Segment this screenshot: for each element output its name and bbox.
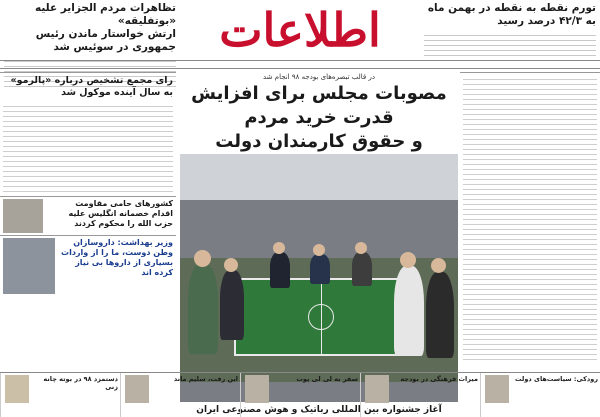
main-photo[interactable]: [180, 154, 458, 402]
story-text: [58, 238, 173, 294]
photo-caption[interactable]: آغاز جشنواره بین المللی رباتیک و هوش مصنوعی ایران: [196, 405, 442, 415]
teaser-item[interactable]: [120, 373, 240, 417]
person-head: [355, 242, 367, 254]
story-health-minister[interactable]: [0, 235, 176, 296]
person-head: [194, 250, 211, 267]
bottom-teasers: [0, 372, 600, 417]
person-head: [400, 252, 416, 268]
teaser-title: دستمزد ۹۸ در بوته چانه زنی: [43, 375, 118, 391]
teaser-thumbnail: [125, 375, 149, 403]
dateline-bar: [0, 60, 600, 69]
person-figure: [270, 252, 290, 288]
left-column: [0, 72, 176, 417]
photo-ceiling: [180, 154, 458, 200]
story-headline: بسیاری از داروها بی نیاز: [75, 258, 173, 267]
teaser-item[interactable]: [240, 373, 360, 417]
center-column: [180, 72, 458, 417]
person-figure: [426, 272, 454, 358]
main-headline-line1[interactable]: مصوبات مجلس برای افزایش قدرت خرید مردم: [191, 83, 447, 128]
person-head: [313, 244, 325, 256]
person-head: [224, 258, 238, 272]
person-figure: [220, 270, 244, 340]
story-body: [3, 102, 173, 194]
story-headline: وطن دوست، ما را از واردات: [61, 248, 173, 257]
story-headline: رای مجمع تشخیص درباره «پالرمو»: [10, 75, 173, 86]
main-headline-line2[interactable]: و حقوق کارمندان دولت: [215, 131, 423, 152]
top-right-headline: تورم نقطه به نقطه در بهمن ماه: [427, 2, 596, 14]
right-column-body: [463, 75, 597, 363]
story-text: [46, 199, 173, 233]
person-head: [273, 242, 285, 254]
top-right-subheadline: به ۴۲/۳ درصد رسید: [497, 15, 596, 27]
teaser-title: رودکی: سیاست‌های دولت: [515, 375, 598, 383]
robot-soccer-field: [234, 278, 408, 356]
masthead: [178, 2, 422, 60]
teaser-title: این رفت، سلیم ماند: [173, 375, 238, 383]
story-hezbollah[interactable]: [0, 196, 176, 235]
person-figure: [352, 252, 372, 286]
teaser-title: میراث فرهنگی در بودجه: [400, 375, 478, 383]
story-headline: اقدام خصمانه انگلیس علیه: [68, 209, 173, 218]
right-column-stories[interactable]: [460, 72, 600, 368]
top-left-headline: تظاهرات مردم الجزایر علیه «بوتفلیقه»: [35, 2, 176, 27]
teaser-thumbnail: [485, 375, 509, 403]
newspaper-logo: اطلاعات: [219, 3, 381, 57]
story-headline: به سال آینده موکول شد: [61, 87, 173, 98]
story-palermo[interactable]: [0, 72, 176, 196]
pitch-center-circle: [308, 304, 334, 330]
person-figure: [394, 266, 424, 356]
teaser-item[interactable]: [360, 373, 480, 417]
story-thumbnail: [3, 199, 43, 233]
teaser-thumbnail: [245, 375, 269, 403]
teaser-item[interactable]: [0, 373, 120, 417]
story-headline: کشورهای حامی مقاومت: [75, 199, 173, 208]
top-right-body-text: [424, 31, 596, 61]
main-story-kicker: در قالب تبصره‌های بودجه ۹۸ انجام شد: [262, 73, 375, 81]
story-headline: حزب الله را محکوم کردند: [74, 219, 173, 228]
story-headline: کرده اند: [141, 268, 173, 277]
minister-photo: [3, 238, 55, 294]
person-head: [431, 258, 446, 273]
right-column: [460, 72, 600, 417]
person-figure: [188, 264, 218, 354]
teaser-thumbnail: [365, 375, 389, 403]
teaser-thumbnail: [5, 375, 29, 403]
teaser-title: سفر به لی لی پوت: [296, 375, 358, 383]
top-left-subheadline: ارتش خواستار ماندن رئیس جمهوری در سوئیس شد: [35, 28, 176, 53]
top-right-story[interactable]: [424, 2, 596, 61]
story-headline: وزیر بهداشت: داروسازان: [73, 238, 173, 247]
person-figure: [310, 254, 330, 284]
teaser-item[interactable]: [480, 373, 600, 417]
